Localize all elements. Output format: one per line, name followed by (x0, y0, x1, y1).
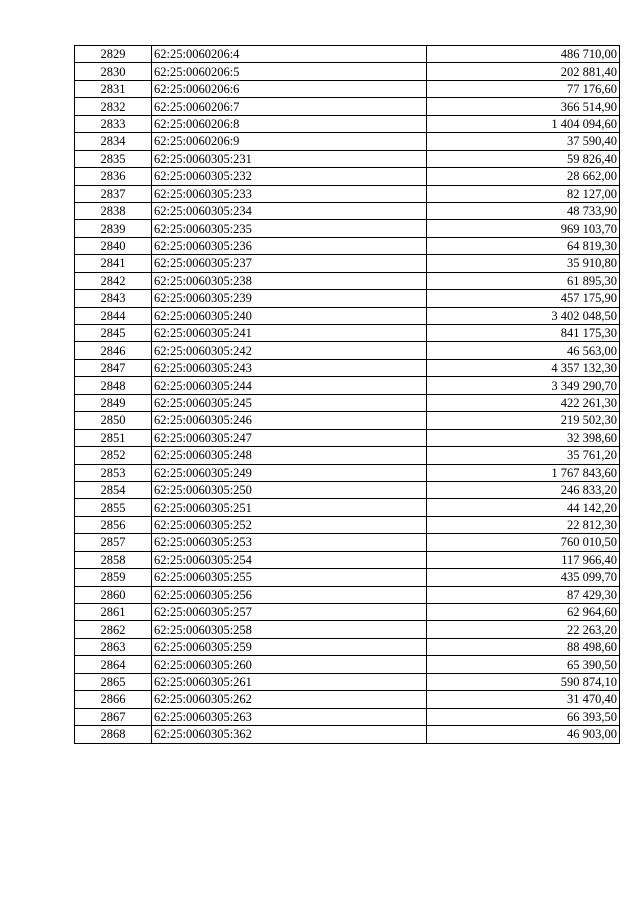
cadastral-value-cell: 219 502,30 (427, 412, 620, 429)
cadastral-value-cell: 760 010,50 (427, 534, 620, 551)
table-row (75, 569, 620, 586)
table-row (75, 98, 620, 115)
cadastral-value-cell: 65 390,50 (427, 656, 620, 673)
table-row (75, 429, 620, 446)
cadastral-number-cell: 62:25:0060206:5 (152, 63, 427, 80)
table-row (75, 202, 620, 219)
table-body (75, 46, 620, 744)
cadastral-value-cell: 366 514,90 (427, 98, 620, 115)
table-row (75, 342, 620, 359)
cadastral-number-cell: 62:25:0060206:8 (152, 115, 427, 132)
row-number-cell: 2833 (75, 115, 152, 132)
cadastral-value-cell: 35 910,80 (427, 255, 620, 272)
row-number-cell: 2855 (75, 499, 152, 516)
cadastral-value-cell: 77 176,60 (427, 80, 620, 97)
cadastral-value-cell: 202 881,40 (427, 63, 620, 80)
cadastral-value-cell: 117 966,40 (427, 551, 620, 568)
row-number-cell: 2863 (75, 638, 152, 655)
table-row (75, 691, 620, 708)
table-row (75, 185, 620, 202)
cadastral-value-cell: 44 142,20 (427, 499, 620, 516)
cadastral-number-cell: 62:25:0060305:262 (152, 691, 427, 708)
table-row (75, 726, 620, 743)
cadastral-value-cell: 22 263,20 (427, 621, 620, 638)
row-number-cell: 2844 (75, 307, 152, 324)
cadastral-number-cell: 62:25:0060305:233 (152, 185, 427, 202)
cadastral-value-cell: 435 099,70 (427, 569, 620, 586)
row-number-cell: 2861 (75, 604, 152, 621)
cadastral-value-cell: 88 498,60 (427, 638, 620, 655)
row-number-cell: 2838 (75, 202, 152, 219)
cadastral-value-cell: 31 470,40 (427, 691, 620, 708)
cadastral-value-cell: 48 733,90 (427, 202, 620, 219)
cadastral-number-cell: 62:25:0060206:7 (152, 98, 427, 115)
row-number-cell: 2832 (75, 98, 152, 115)
cadastral-number-cell: 62:25:0060305:255 (152, 569, 427, 586)
row-number-cell: 2867 (75, 708, 152, 725)
row-number-cell: 2848 (75, 377, 152, 394)
cadastral-number-cell: 62:25:0060305:260 (152, 656, 427, 673)
row-number-cell: 2847 (75, 359, 152, 376)
cadastral-number-cell: 62:25:0060206:4 (152, 46, 427, 63)
row-number-cell: 2835 (75, 150, 152, 167)
table-row (75, 708, 620, 725)
cadastral-number-cell: 62:25:0060305:253 (152, 534, 427, 551)
cadastral-value-cell: 59 826,40 (427, 150, 620, 167)
table-row (75, 150, 620, 167)
row-number-cell: 2854 (75, 481, 152, 498)
row-number-cell: 2831 (75, 80, 152, 97)
table-row (75, 499, 620, 516)
row-number-cell: 2829 (75, 46, 152, 63)
row-number-cell: 2842 (75, 272, 152, 289)
cadastral-number-cell: 62:25:0060305:238 (152, 272, 427, 289)
cadastral-value-cell: 61 895,30 (427, 272, 620, 289)
cadastral-number-cell: 62:25:0060305:263 (152, 708, 427, 725)
row-number-cell: 2862 (75, 621, 152, 638)
cadastral-value-cell: 22 812,30 (427, 516, 620, 533)
table-row (75, 604, 620, 621)
cadastral-value-cell: 37 590,40 (427, 133, 620, 150)
table-row (75, 394, 620, 411)
row-number-cell: 2850 (75, 412, 152, 429)
cadastral-value-cell: 969 103,70 (427, 220, 620, 237)
cadastral-value-cell: 46 903,00 (427, 726, 620, 743)
cadastral-value-cell: 457 175,90 (427, 290, 620, 307)
table-row (75, 447, 620, 464)
table-row (75, 46, 620, 63)
row-number-cell: 2858 (75, 551, 152, 568)
cadastral-value-cell: 66 393,50 (427, 708, 620, 725)
cadastral-number-cell: 62:25:0060305:257 (152, 604, 427, 621)
row-number-cell: 2843 (75, 290, 152, 307)
row-number-cell: 2839 (75, 220, 152, 237)
cadastral-value-cell: 87 429,30 (427, 586, 620, 603)
cadastral-value-cell: 46 563,00 (427, 342, 620, 359)
row-number-cell: 2859 (75, 569, 152, 586)
cadastral-number-cell: 62:25:0060305:239 (152, 290, 427, 307)
table-row (75, 290, 620, 307)
table-row (75, 237, 620, 254)
table-row (75, 325, 620, 342)
cadastral-number-cell: 62:25:0060305:252 (152, 516, 427, 533)
row-number-cell: 2849 (75, 394, 152, 411)
table-row (75, 80, 620, 97)
row-number-cell: 2841 (75, 255, 152, 272)
cadastral-number-cell: 62:25:0060305:241 (152, 325, 427, 342)
row-number-cell: 2836 (75, 168, 152, 185)
cadastral-number-cell: 62:25:0060305:250 (152, 481, 427, 498)
cadastral-number-cell: 62:25:0060305:232 (152, 168, 427, 185)
cadastral-number-cell: 62:25:0060305:248 (152, 447, 427, 464)
cadastral-value-cell: 3 402 048,50 (427, 307, 620, 324)
row-number-cell: 2845 (75, 325, 152, 342)
table-row (75, 255, 620, 272)
cadastral-number-cell: 62:25:0060305:237 (152, 255, 427, 272)
table-row (75, 516, 620, 533)
row-number-cell: 2865 (75, 673, 152, 690)
table-row (75, 621, 620, 638)
cadastral-number-cell: 62:25:0060305:236 (152, 237, 427, 254)
row-number-cell: 2857 (75, 534, 152, 551)
row-number-cell: 2866 (75, 691, 152, 708)
table-row (75, 586, 620, 603)
table-row (75, 481, 620, 498)
table-row (75, 272, 620, 289)
cadastral-number-cell: 62:25:0060305:249 (152, 464, 427, 481)
cadastral-value-cell: 841 175,30 (427, 325, 620, 342)
cadastral-value-cell: 64 819,30 (427, 237, 620, 254)
cadastral-number-cell: 62:25:0060206:9 (152, 133, 427, 150)
cadastral-value-cell: 62 964,60 (427, 604, 620, 621)
cadastral-value-cell: 28 662,00 (427, 168, 620, 185)
row-number-cell: 2846 (75, 342, 152, 359)
row-number-cell: 2856 (75, 516, 152, 533)
cadastral-number-cell: 62:25:0060206:6 (152, 80, 427, 97)
cadastral-number-cell: 62:25:0060305:244 (152, 377, 427, 394)
cadastral-number-cell: 62:25:0060305:242 (152, 342, 427, 359)
cadastral-value-cell: 4 357 132,30 (427, 359, 620, 376)
cadastral-number-cell: 62:25:0060305:362 (152, 726, 427, 743)
table-row (75, 307, 620, 324)
row-number-cell: 2834 (75, 133, 152, 150)
table-row (75, 656, 620, 673)
row-number-cell: 2840 (75, 237, 152, 254)
cadastral-number-cell: 62:25:0060305:240 (152, 307, 427, 324)
cadastral-value-cell: 422 261,30 (427, 394, 620, 411)
cadastral-value-cell: 1 767 843,60 (427, 464, 620, 481)
cadastral-value-cell: 32 398,60 (427, 429, 620, 446)
table-row (75, 359, 620, 376)
row-number-cell: 2853 (75, 464, 152, 481)
table-row (75, 63, 620, 80)
cadastral-number-cell: 62:25:0060305:259 (152, 638, 427, 655)
table-row (75, 673, 620, 690)
cadastral-value-cell: 486 710,00 (427, 46, 620, 63)
cadastral-number-cell: 62:25:0060305:245 (152, 394, 427, 411)
row-number-cell: 2860 (75, 586, 152, 603)
cadastral-number-cell: 62:25:0060305:231 (152, 150, 427, 167)
table-row (75, 412, 620, 429)
cadastral-value-cell: 35 761,20 (427, 447, 620, 464)
row-number-cell: 2868 (75, 726, 152, 743)
row-number-cell: 2851 (75, 429, 152, 446)
table-row (75, 168, 620, 185)
cadastral-number-cell: 62:25:0060305:243 (152, 359, 427, 376)
cadastral-number-cell: 62:25:0060305:258 (152, 621, 427, 638)
cadastral-number-cell: 62:25:0060305:261 (152, 673, 427, 690)
cadastral-value-cell: 82 127,00 (427, 185, 620, 202)
cadastral-value-cell: 3 349 290,70 (427, 377, 620, 394)
cadastral-number-cell: 62:25:0060305:251 (152, 499, 427, 516)
row-number-cell: 2837 (75, 185, 152, 202)
row-number-cell: 2852 (75, 447, 152, 464)
cadastral-number-cell: 62:25:0060305:256 (152, 586, 427, 603)
cadastral-value-cell: 246 833,20 (427, 481, 620, 498)
table-row (75, 551, 620, 568)
cadastral-value-table (74, 45, 620, 744)
cadastral-value-cell: 590 874,10 (427, 673, 620, 690)
table-row (75, 220, 620, 237)
table-row (75, 638, 620, 655)
table-row (75, 464, 620, 481)
table-row (75, 377, 620, 394)
row-number-cell: 2864 (75, 656, 152, 673)
table-row (75, 534, 620, 551)
cadastral-number-cell: 62:25:0060305:246 (152, 412, 427, 429)
cadastral-number-cell: 62:25:0060305:235 (152, 220, 427, 237)
cadastral-number-cell: 62:25:0060305:247 (152, 429, 427, 446)
cadastral-number-cell: 62:25:0060305:234 (152, 202, 427, 219)
row-number-cell: 2830 (75, 63, 152, 80)
cadastral-value-cell: 1 404 094,60 (427, 115, 620, 132)
cadastral-number-cell: 62:25:0060305:254 (152, 551, 427, 568)
table-row (75, 115, 620, 132)
table-row (75, 133, 620, 150)
